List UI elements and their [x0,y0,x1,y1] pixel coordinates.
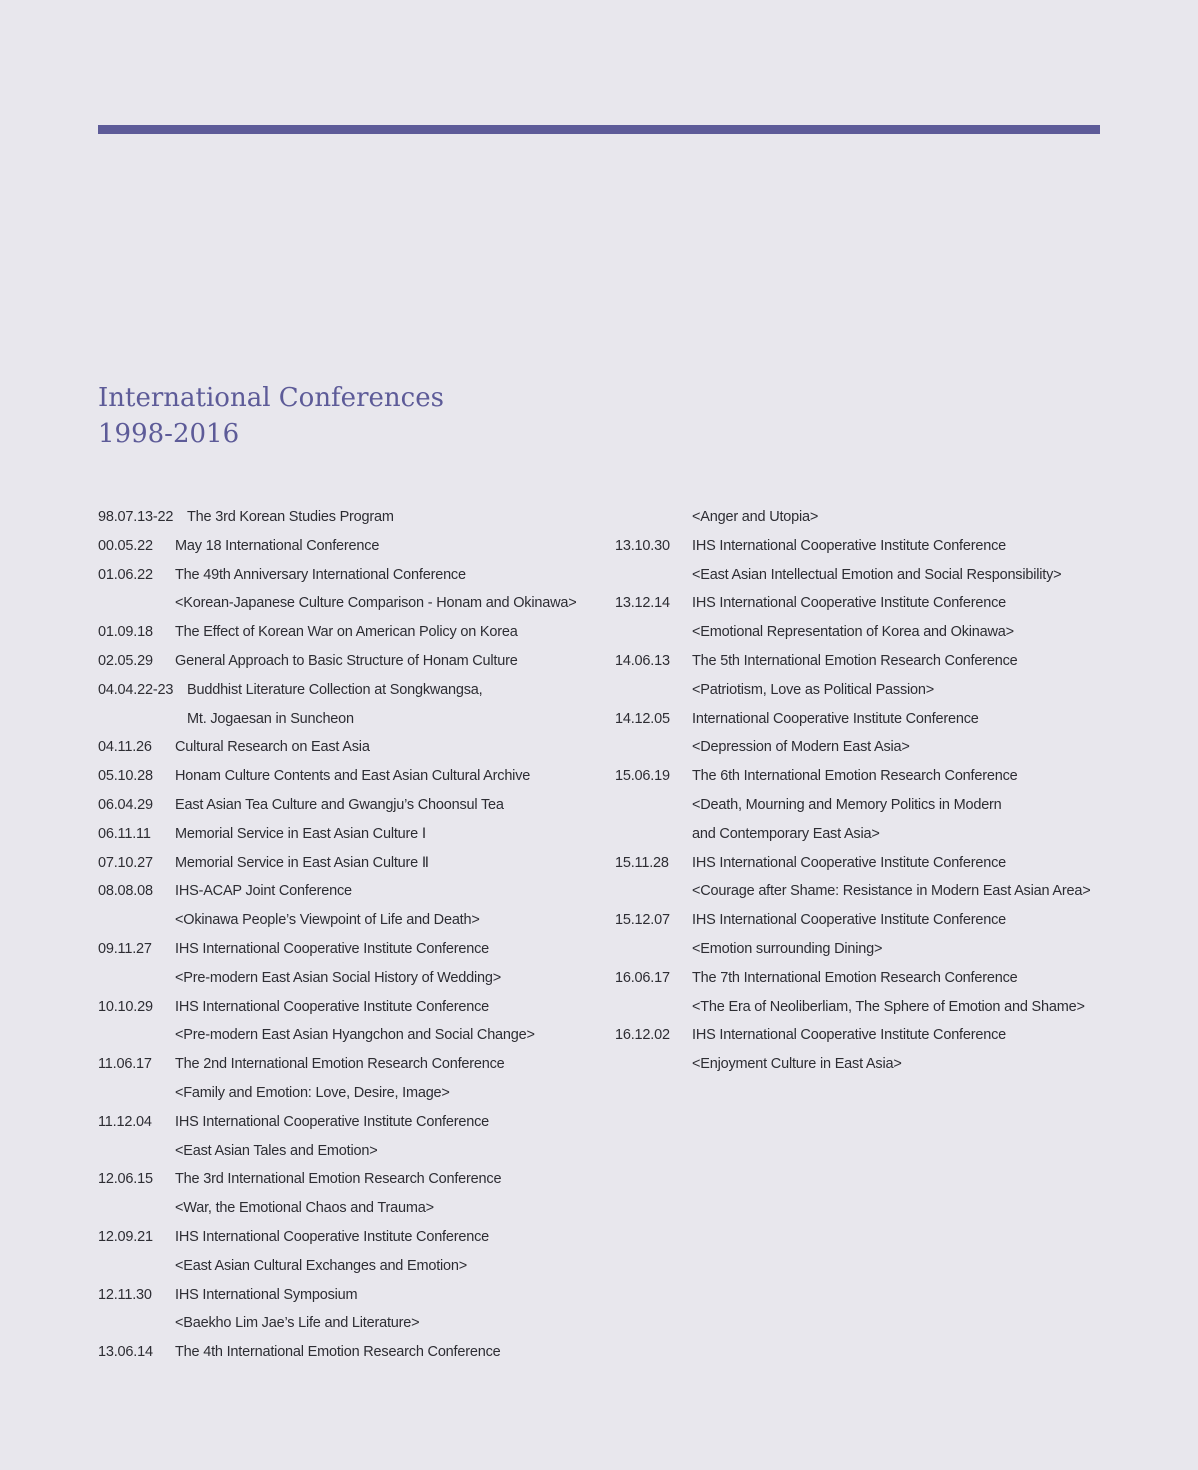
conference-date [98,964,175,993]
conference-entry-line [98,618,598,647]
conference-title: The 2nd International Emotion Research Conference [175,1056,505,1073]
conference-title: IHS International Cooperative Institute Conference [692,912,1007,929]
conference-date [615,676,692,705]
conference-title: IHS International Cooperative Institute Conference [175,1228,490,1245]
conference-title: <Baekho Lim Jae’s Life and Literature> [175,1315,420,1332]
conference-date: 08.08.08 [98,883,153,900]
conference-title: International Cooperative Institute Conference [692,710,979,727]
conference-title: May 18 International Conference [175,537,380,554]
conference-entry-line [98,877,598,906]
conference-entry-line [98,1050,598,1079]
conference-title: <Korean-Japanese Culture Comparison - Honam and Okinawa> [175,595,577,612]
conference-title: IHS International Cooperative Institute Conference [175,1113,490,1130]
conference-title: <East Asian Tales and Emotion> [175,1142,378,1159]
conference-entry-line [615,647,1115,676]
conference-date: 12.09.21 [98,1228,153,1245]
conference-entry-line [98,589,598,618]
conference-date: 14.06.13 [615,652,670,669]
conference-entry-line [615,993,1115,1022]
conference-title: <Pre-modern East Asian Hyangchon and Social Change> [175,1027,535,1044]
conference-date: 13.12.14 [615,595,670,612]
conference-title: The Effect of Korean War on American Policy on Korea [175,624,518,641]
conference-date [98,1194,175,1223]
conference-entry-line [98,935,598,964]
conference-date [98,705,187,734]
conference-title: IHS International Cooperative Institute Conference [692,854,1007,871]
conference-entry-line [615,561,1115,590]
conference-title: <Anger and Utopia> [692,509,819,525]
conference-entry-line [615,935,1115,964]
conference-date [98,906,175,935]
conference-entry-line [615,589,1115,618]
conference-title: The 7th International Emotion Research Conference [692,969,1018,986]
conference-date [98,589,175,618]
conference-date: 01.06.22 [98,566,153,583]
conference-title: <Pre-modern East Asian Social History of Wedding> [175,969,502,986]
conference-title: <East Asian Cultural Exchanges and Emotion> [175,1257,468,1274]
conference-entry-line [98,993,598,1022]
conference-date [615,503,692,532]
conference-title: East Asian Tea Culture and Gwangju’s Choonsul Tea [175,796,504,813]
conference-date [615,935,692,964]
conference-date: 15.06.19 [615,768,670,785]
top-accent-bar [98,125,1100,134]
conference-entry-line [98,532,598,561]
conference-date [615,877,692,906]
conference-entry-line [98,964,598,993]
conference-title: Memorial Service in East Asian Culture Ⅱ [175,854,429,871]
conference-date [98,1079,175,1108]
conference-entry-line [98,647,598,676]
conference-entry-line [615,733,1115,762]
conference-title: The 4th International Emotion Research Conference [175,1344,501,1361]
conference-title: <Death, Mourning and Memory Politics in Modern [692,796,1002,813]
conference-entry-line [615,906,1115,935]
conference-title: and Contemporary East Asia> [692,825,880,842]
page-title [98,380,444,452]
conference-entry-line [98,1338,598,1367]
conference-date: 04.04.22-23 [98,681,174,698]
conference-date: 98.07.13-22 [98,509,174,525]
conference-date: 12.06.15 [98,1171,153,1188]
conference-title: Honam Culture Contents and East Asian Cultural Archive [175,768,531,785]
conference-date: 15.11.28 [615,854,669,871]
conference-title: IHS International Cooperative Institute Conference [175,998,490,1015]
conference-date: 06.11.11 [98,825,151,842]
conference-title: IHS International Cooperative Institute Conference [175,940,490,957]
conference-title: Cultural Research on East Asia [175,739,370,756]
conference-title: <War, the Emotional Chaos and Trauma> [175,1200,434,1217]
conference-date: 12.11.30 [98,1286,152,1303]
conference-date [615,820,692,849]
conference-date: 04.11.26 [98,739,152,756]
conference-entry-line [615,791,1115,820]
conference-entry-line [615,964,1115,993]
conference-title: <Okinawa People’s Viewpoint of Life and Death> [175,912,480,929]
conference-entry-line [98,1281,598,1310]
conference-title: IHS-ACAP Joint Conference [175,883,352,900]
conference-title: Buddhist Literature Collection at Songkwangsa, [187,681,483,698]
conference-date: 13.10.30 [615,537,670,554]
conference-date: 06.04.29 [98,796,153,813]
conference-title: Mt. Jogaesan in Suncheon [187,710,354,727]
conference-title: IHS International Cooperative Institute Conference [692,1027,1007,1044]
conference-title: The 3rd Korean Studies Program [187,509,394,525]
conference-title: <Emotional Representation of Korea and Okinawa> [692,624,1014,641]
conference-date [615,618,692,647]
conference-list-right-column [615,503,1115,1079]
conference-entry-line [98,1079,598,1108]
conference-date: 01.09.18 [98,624,153,641]
conference-date [615,561,692,590]
conference-date: 09.11.27 [98,940,152,957]
conference-date: 16.12.02 [615,1027,670,1044]
conference-entry-line [98,1309,598,1338]
conference-entry-line [98,820,598,849]
conference-date [98,1137,175,1166]
conference-list-left-column [98,503,598,1367]
page-title-line1: International Conferences [98,383,444,413]
conference-title: The 3rd International Emotion Research Conference [175,1171,502,1188]
conference-entry-line [98,1021,598,1050]
conference-title: Memorial Service in East Asian Culture Ⅰ [175,825,426,842]
conference-date: 15.12.07 [615,912,670,929]
conference-date [615,733,692,762]
conference-date [615,791,692,820]
conference-entry-line [615,1050,1115,1079]
conference-entry-line [98,503,598,532]
conference-date [615,993,692,1022]
conference-entry-line [98,1223,598,1252]
conference-date: 00.05.22 [98,537,153,554]
conference-date: 07.10.27 [98,854,153,871]
conference-entry-line [615,762,1115,791]
conference-entry-line [615,503,1115,532]
conference-entry-line [615,877,1115,906]
conference-entry-line [615,676,1115,705]
conference-date: 13.06.14 [98,1344,153,1361]
conference-title: The 6th International Emotion Research Conference [692,768,1018,785]
conference-title: <The Era of Neoliberliam, The Sphere of Emotion and Shame> [692,998,1085,1015]
conference-entry-line [98,676,598,705]
conference-title: <Depression of Modern East Asia> [692,739,910,756]
conference-date: 11.12.04 [98,1113,152,1130]
conference-entry-line [98,1252,598,1281]
conference-title: General Approach to Basic Structure of Honam Culture [175,652,518,669]
conference-entry-line [98,1194,598,1223]
conference-entry-line [98,1137,598,1166]
conference-entry-line [615,820,1115,849]
conference-entry-line [98,733,598,762]
conference-entry-line [615,618,1115,647]
conference-entry-line [98,1108,598,1137]
conference-entry-line [98,762,598,791]
conference-entry-line [615,532,1115,561]
conference-date [98,1021,175,1050]
conference-entry-line [98,849,598,878]
conference-date [615,1050,692,1079]
conference-entry-line [615,705,1115,734]
conference-entry-line [98,705,598,734]
conference-date: 11.06.17 [98,1056,152,1073]
conference-title: <Emotion surrounding Dining> [692,940,883,957]
conference-date: 10.10.29 [98,998,153,1015]
conference-title: IHS International Cooperative Institute Conference [692,537,1007,554]
conference-entry-line [98,1165,598,1194]
conference-date [98,1252,175,1281]
conference-title: IHS International Cooperative Institute Conference [692,595,1007,612]
conference-title: The 49th Anniversary International Conference [175,566,466,583]
conference-title: <Patriotism, Love as Political Passion> [692,681,935,698]
conference-title: <Enjoyment Culture in East Asia> [692,1056,902,1073]
conference-date [98,1309,175,1338]
conference-entry-line [615,1021,1115,1050]
conference-entry-line [98,906,598,935]
conference-title: <Courage after Shame: Resistance in Modern East Asian Area> [692,883,1091,900]
conference-date: 16.06.17 [615,969,670,986]
conference-date: 05.10.28 [98,768,153,785]
conference-entry-line [98,561,598,590]
conference-entry-line [98,791,598,820]
conference-title: IHS International Symposium [175,1286,358,1303]
conference-title: The 5th International Emotion Research Conference [692,652,1018,669]
conference-entry-line [615,849,1115,878]
conference-date: 02.05.29 [98,652,153,669]
conference-title: <Family and Emotion: Love, Desire, Image> [175,1084,450,1101]
conference-date: 14.12.05 [615,710,670,727]
page-title-years: 1998-2016 [98,419,240,449]
conference-title: <East Asian Intellectual Emotion and Social Responsibility> [692,566,1062,583]
